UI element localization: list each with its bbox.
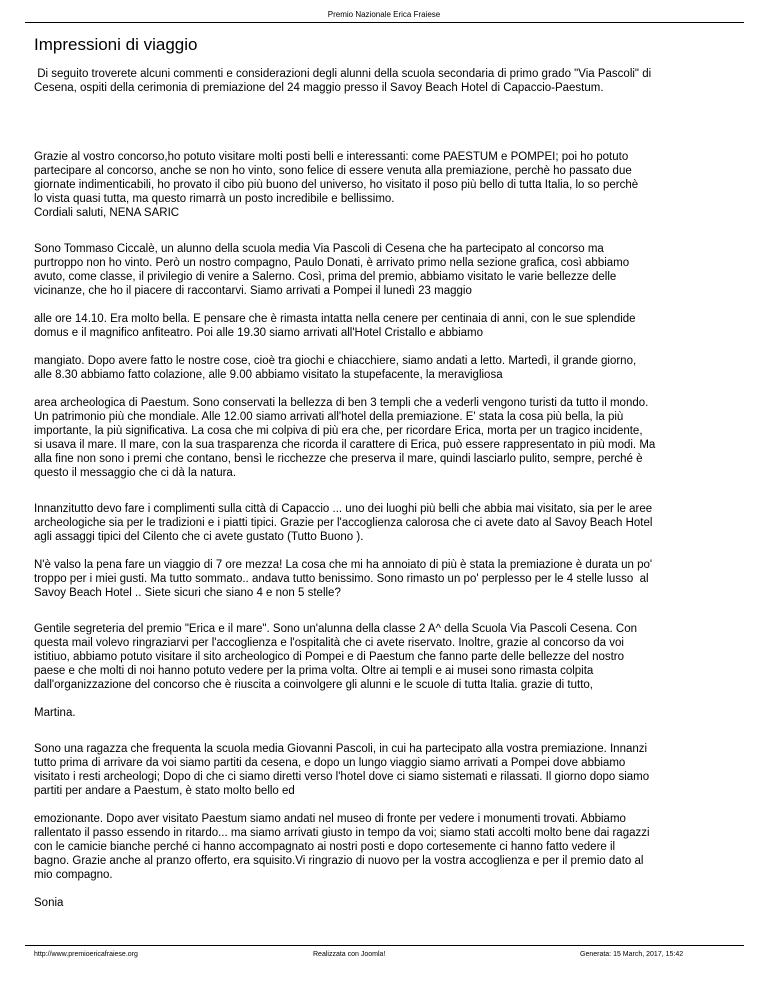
intro-paragraph: Di seguito troverete alcuni commenti e considerazioni degli alunni della scuola secondaria di primo grado "Via Pascoli" di Cesena, ospiti della cerimonia di premiazione del 24 maggio presso il Savoy Beach Hotel di Capaccio-Paestum. (34, 68, 652, 94)
footer-generated-date: Generata: 15 March, 2017, 15:42 (580, 951, 684, 958)
comment-paragraph: mangiato. Dopo avere fatto le nostre cose, cioè tra giochi e chiacchiere, siamo andati a letto. Martedì, il grande giorno, alle 8.30 abbiamo fatto colazione, alle 9.00 abbiamo visitato la stupefacente, la meravigliosa (34, 355, 637, 381)
comment-paragraph: Innanzitutto devo fare i complimenti sulla città di Capaccio ... uno dei luoghi più belli che abbia mai visitato, sia per le aree archeologiche sia per le tradizioni e i piatti tipici. Grazie per l'accoglienza calorosa che ci avete dato al Savoy Beach Hotel agli assaggi tipici del Cilento che ci avete gustato (Tutto Buono ). (34, 503, 653, 543)
footer-made-with: Realizzata con Joomla! (313, 951, 386, 958)
comment-paragraph: N'è valso la pena fare un viaggio di 7 ore mezza! La cosa che mi ha annoiato di più è stata la premiazione è durata un po' troppo per i miei gusti. Ma tutto sommato.. andava tutto benissimo. Sono rimasto un po' perplesso per le 4 stelle lusso al Savoy Beach Hotel .. Siete sicuri che siano 4 e non 5 stelle? (34, 559, 653, 599)
article-body (34, 67, 740, 910)
footer-divider (25, 945, 744, 946)
site-name-header: Premio Nazionale Erica Fraiese (327, 10, 441, 19)
footer-url: http://www.premioericafraiese.org (34, 951, 138, 958)
comment-paragraph: Gentile segreteria del premio "Erica e il mare". Sono un'alunna della classe 2 A^ della Scuola Via Pascoli Cesena. Con questa mail volevo ringraziarvi per l'accoglienza e l'ospitalità che ci avete riservato. Inoltre, grazie al concorso da voi istitiuo, abbiamo potuto visitare il sito archeologico di Pompei e di Paestum che fanno parte delle bellezze del nostro paese e che molti di noi hanno potuto vedere per la prima volta. Oltre ai templi e ai musei sono rimasta colpita dall'organizzazione del concorso che è riuscita a coinvolgere gli alunni e le scuole di tutta Italia. grazie di tutto, (34, 623, 638, 691)
header-divider (25, 22, 744, 23)
comment-signature: Martina. (34, 707, 76, 719)
comment-paragraph: Grazie al vostro concorso,ho potuto visitare molti posti belli e interessanti: come PAESTUM e POMPEI; poi ho potuto partecipare al concorso, anche se non ho vinto, sono felice di essere venuta alla premiazione, perchè ho passato due giornate indimenticabili, ho provato il cibo più buono del universo, ho visitato il poso più bello di tutta Italia, lo so perchè lo vista quasi tutta, ma questo rimarrà un posto incredibile e bellissimo. Cordiali saluti, NENA SARIC (34, 151, 639, 219)
comment-paragraph: Sono Tommaso Ciccalè, un alunno della scuola media Via Pascoli di Cesena che ha partecipato al concorso ma purtroppo non ho vinto. Però un nostro compagno, Paulo Donati, è arrivato primo nella sezione grafica, così abbiamo avuto, come classe, il privilegio di venire a Salerno. Così, prima del premio, abbiamo visitato le varie bellezze delle vicinanze, che ho il piacere di raccontarvi. Siamo arrivati a Pompei il lunedì 23 maggio (34, 243, 630, 297)
comment-signature: Sonia (34, 897, 64, 909)
page-title: Impressioni di viaggio (34, 35, 198, 54)
comment-paragraph: emozionante. Dopo aver visitato Paestum siamo andati nel museo di fronte per vedere i monumenti trovati. Abbiamo rallentato il passo essendo in ritardo... ma siamo arrivati giusto in tempo da voi; siamo stati accolti molto bene dai ragazzi con le camicie bianche perché ci hanno accompagnato ai nostri posti e dopo cortesemente ci hanno fatto vedere il bagno. Grazie anche al pranzo offerto, era squisito.Vi ringrazio di nuovo per la vostra accoglienza e per il premio dato al mio compagno. (34, 813, 650, 881)
comment-paragraph: Sono una ragazza che frequenta la scuola media Giovanni Pascoli, in cui ha partecipato alla vostra premiazione. Innanzi tutto prima di arrivare da voi siamo partiti da cesena, e dopo un lungo viaggio siamo arrivati a Pompei dove abbiamo visitato i resti archeologi; Dopo di che ci siamo diretti verso l'hotel dove ci siamo sistemati e rilassati. Il giorno dopo siamo partiti per andare a Paestum, è stato molto bello ed (34, 743, 650, 797)
comment-paragraph: alle ore 14.10. Era molto bella. E pensare che è rimasta intatta nella cenere per centinaia di anni, con le sue splendide domus e il magnifico anfiteatro. Poi alle 19.30 siamo arrivati all'Hotel Cristallo e abbiamo (34, 313, 636, 339)
comment-paragraph: area archeologica di Paestum. Sono conservati la bellezza di ben 3 templi che a vederli vengono turisti da tutto il mondo. Un patrimonio più che mondiale. Alle 12.00 siamo arrivati all'hotel della premiazione. E' stata la cosa più bella, la più importante, la più significativa. La cosa che mi colpiva di più era che, per ricordare Erica, morta per un tragico incidente, si usava il mare. Il mare, con la sua trasparenza che ricorda il carattere di Erica, può essere rappresentato in più modi. Ma alla fine non sono i premi che contano, bensì le ricchezze che preserva il mare, quindi lasciarlo pulito, sempre, perché è questo il messaggio che ci dà la natura. (34, 397, 656, 479)
